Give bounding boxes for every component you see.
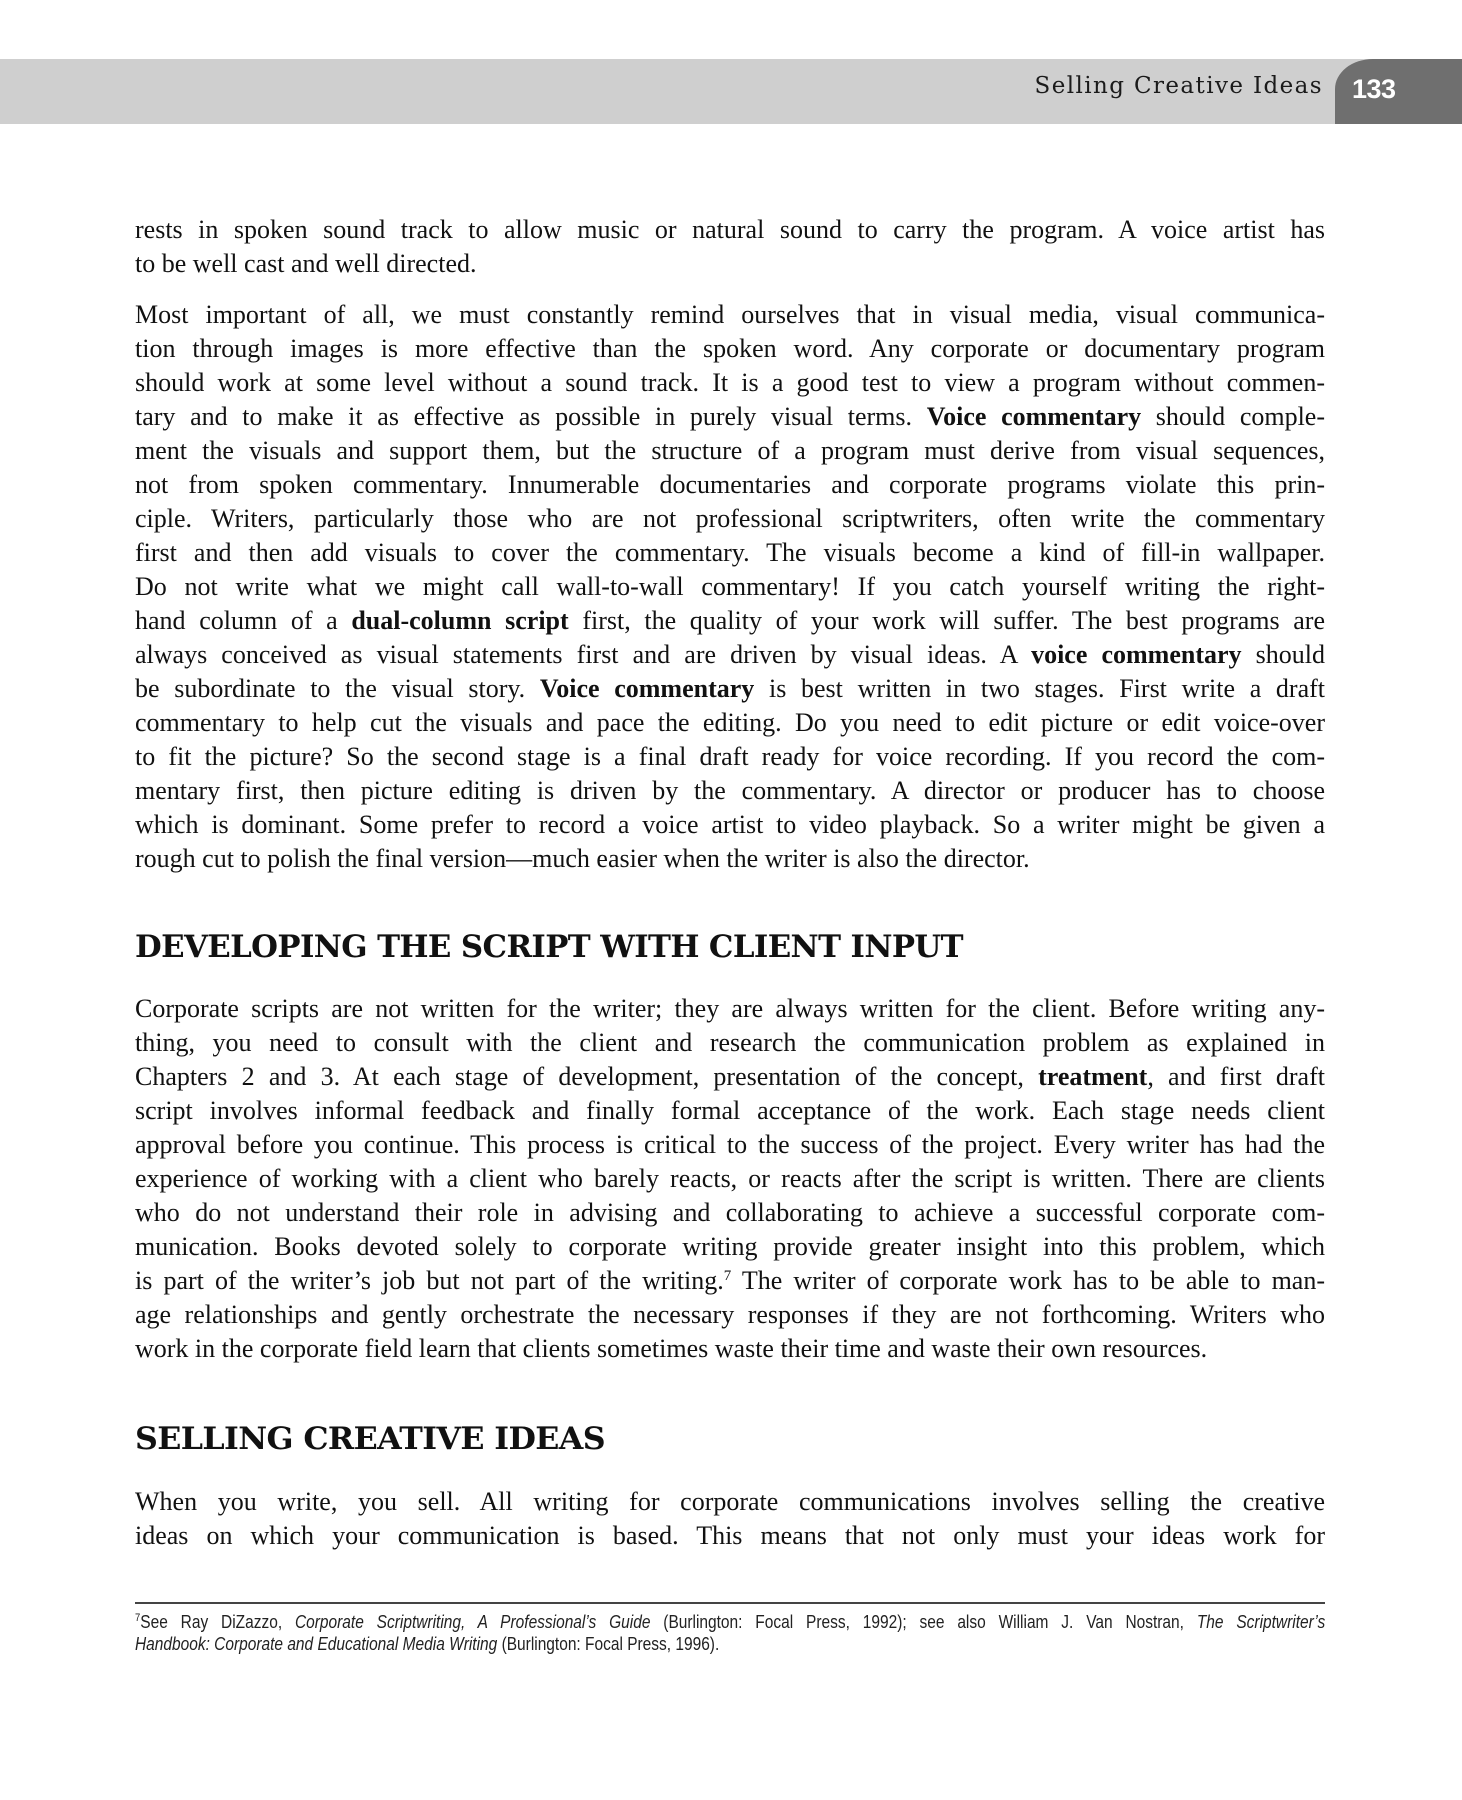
text-run: not from spoken commentary. Innumerable documentaries and corporate programs violate this prin- — [135, 470, 1325, 499]
paragraph-line — [135, 1264, 1325, 1298]
text-run: age relationships and gently orchestrate the necessary responses if they are not forthcoming. Writers who — [135, 1300, 1325, 1329]
text-run: When you write, you sell. All writing for corporate communications involves selling the creative — [135, 1487, 1325, 1516]
text-run: always conceived as visual statements first and are driven by visual ideas. A — [135, 640, 1032, 669]
text-run: ciple. Writers, particularly those who are not professional scriptwriters, often write the commentary — [135, 504, 1325, 533]
text-run: ment the visuals and support them, but the structure of a program must derive from visual sequences, — [135, 436, 1325, 465]
page-number-tab — [1335, 59, 1462, 124]
paragraph-line — [135, 1128, 1325, 1162]
section-heading: DEVELOPING THE SCRIPT WITH CLIENT INPUT — [135, 929, 963, 965]
text-run: ideas on which your communication is based. This means that not only must your ideas work for — [135, 1521, 1325, 1550]
paragraph-line — [135, 842, 1325, 876]
paragraph-line — [135, 992, 1325, 1026]
footnote-text — [135, 1633, 1325, 1655]
paragraph-line — [135, 1196, 1325, 1230]
paragraph-line — [135, 604, 1325, 638]
section-heading: SELLING CREATIVE IDEAS — [135, 1421, 605, 1457]
italic-title: The Scriptwriter’s — [1196, 1612, 1326, 1632]
text-run: first, the quality of your work will suffer. The best programs are — [568, 606, 1326, 635]
italic-title: Handbook: Corporate and Educational Media Writing — [135, 1634, 498, 1654]
paragraph-line — [135, 332, 1325, 366]
bold-term: dual-column script — [351, 606, 569, 635]
paragraph-line — [135, 1060, 1325, 1094]
paragraph-line — [135, 1519, 1325, 1553]
text-run: munication. Books devoted solely to corporate writing provide greater insight into this problem, which — [135, 1232, 1325, 1261]
page-number: 133 — [1352, 74, 1396, 104]
text-run: should — [1241, 640, 1326, 669]
text-run: experience of working with a client who barely reacts, or reacts after the script is written. There are clients — [135, 1164, 1325, 1193]
paragraph-line — [135, 672, 1325, 706]
text-run: See Ray DiZazzo, — [140, 1612, 295, 1632]
paragraph-line — [135, 298, 1325, 332]
paragraph-line — [135, 1026, 1325, 1060]
paragraph-line — [135, 1485, 1325, 1519]
paragraph-line — [135, 774, 1325, 808]
paragraph-line — [135, 808, 1325, 842]
text-run: should comple- — [1141, 402, 1325, 431]
italic-title: Corporate Scriptwriting, A Professional’s Guide — [294, 1612, 651, 1632]
paragraph-line — [135, 400, 1325, 434]
text-run: should work at some level without a sound track. It is a good test to view a program without commen- — [135, 368, 1325, 397]
text-run: tary and to make it as effective as possible in purely visual terms. — [135, 402, 927, 431]
text-run: , and first draft — [1147, 1062, 1325, 1091]
footnote-line — [135, 1611, 1325, 1633]
text-run: hand column of a — [135, 606, 352, 635]
text-run: tion through images is more effective than the spoken word. Any corporate or documentary program — [135, 334, 1325, 363]
text-run: (Burlington: Focal Press, 1996). — [497, 1634, 720, 1654]
text-run: work in the corporate field learn that clients sometimes waste their time and waste their own resources. — [135, 1334, 1208, 1363]
text-run: approval before you continue. This process is critical to the success of the project. Every writer has had the — [135, 1130, 1325, 1159]
footnote-line — [135, 1633, 1325, 1655]
text-run: Corporate scripts are not written for the writer; they are always written for the client. Before writing any- — [135, 994, 1325, 1023]
text-run: Chapters 2 and 3. At each stage of development, presentation of the concept, — [135, 1062, 1039, 1091]
footnote-rule — [135, 1602, 1325, 1604]
paragraph-line — [135, 247, 1325, 281]
paragraph-line — [135, 366, 1325, 400]
paragraph-line — [135, 740, 1325, 774]
paragraph-line — [135, 706, 1325, 740]
bold-term: treatment — [1038, 1062, 1148, 1091]
footnote-marker: 7 — [135, 1612, 141, 1624]
paragraph-line — [135, 502, 1325, 536]
text-run: mentary first, then picture editing is driven by the commentary. A director or producer has to choose — [135, 776, 1325, 805]
paragraph-line — [135, 1230, 1325, 1264]
text-run: Do not write what we might call wall-to-wall commentary! If you catch yourself writing the right- — [135, 572, 1325, 601]
paragraph-line — [135, 213, 1325, 247]
text-run: be subordinate to the visual story. — [135, 674, 540, 703]
footnote-text — [135, 1611, 1325, 1633]
text-run: is part of the writer’s job but not part of the writing. — [135, 1266, 724, 1295]
paragraph-line — [135, 536, 1325, 570]
text-run: which is dominant. Some prefer to record a voice artist to video playback. So a writer might be given a — [135, 810, 1325, 839]
paragraph-line — [135, 1298, 1325, 1332]
paragraph-line — [135, 468, 1325, 502]
bold-term: Voice commentary — [539, 674, 755, 703]
text-run: is best written in two stages. First write a draft — [754, 674, 1326, 703]
paragraph-line — [135, 1162, 1325, 1196]
text-run: thing, you need to consult with the client and research the communication problem as explained in — [135, 1028, 1325, 1057]
text-run: script involves informal feedback and finally formal acceptance of the work. Each stage needs client — [135, 1096, 1325, 1125]
paragraph-line — [135, 434, 1325, 468]
text-run: The writer of corporate work has to be able to man- — [731, 1266, 1325, 1295]
paragraph-line — [135, 1094, 1325, 1128]
text-run: commentary to help cut the visuals and pace the editing. Do you need to edit picture or edit voice-over — [135, 708, 1325, 737]
text-run: rough cut to polish the final version—much easier when the writer is also the director. — [135, 844, 1030, 873]
footnote-marker: 7 — [723, 1268, 732, 1284]
bold-term: voice commentary — [1031, 640, 1242, 669]
text-run: (Burlington: Focal Press, 1992); see also William J. Van Nostran, — [650, 1612, 1197, 1632]
text-run: rests in spoken sound track to allow music or natural sound to carry the program. A voice artist has — [135, 215, 1325, 244]
text-run: to fit the picture? So the second stage is a final draft ready for voice recording. If you record the com- — [135, 742, 1325, 771]
running-header-title: Selling Creative Ideas — [1034, 73, 1323, 99]
text-run: to be well cast and well directed. — [135, 249, 477, 278]
paragraph-line — [135, 570, 1325, 604]
text-run: first and then add visuals to cover the commentary. The visuals become a kind of fill-in wallpaper. — [135, 538, 1325, 567]
paragraph-line — [135, 638, 1325, 672]
paragraph-line — [135, 1332, 1325, 1366]
text-run: Most important of all, we must constantly remind ourselves that in visual media, visual communica- — [135, 300, 1325, 329]
text-run: who do not understand their role in advising and collaborating to achieve a successful corporate com- — [135, 1198, 1325, 1227]
bold-term: Voice commentary — [926, 402, 1142, 431]
